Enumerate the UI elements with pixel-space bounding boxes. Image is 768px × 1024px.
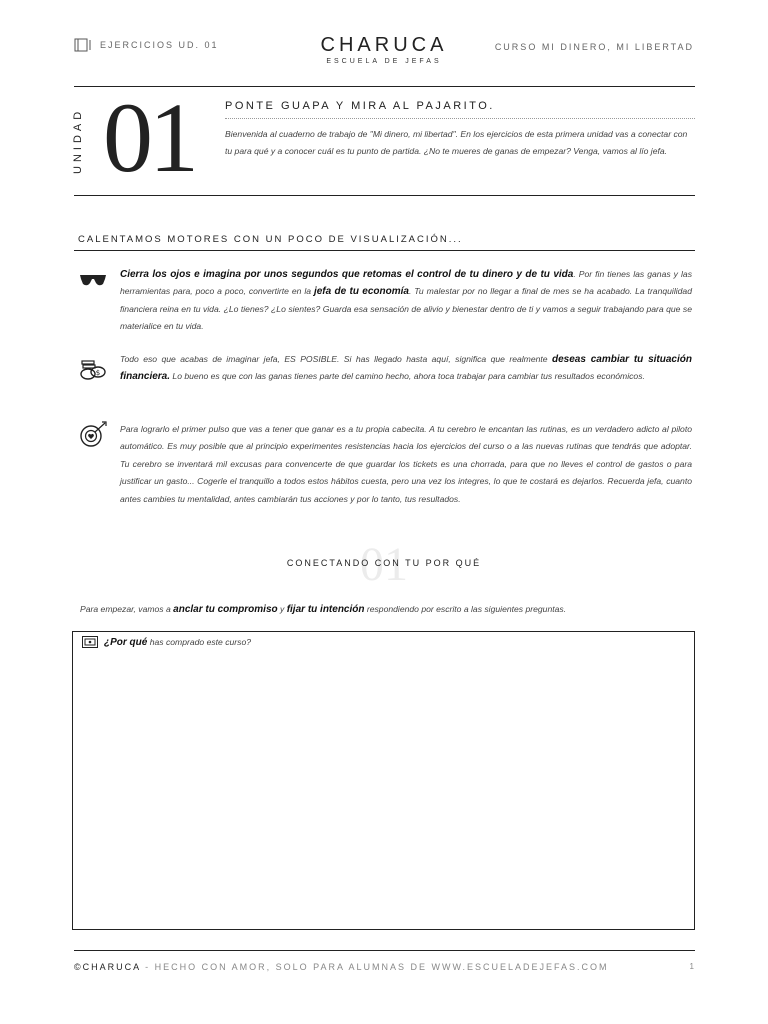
- sunglasses-icon: [78, 266, 108, 296]
- footer-text: [74, 962, 609, 972]
- paragraph-1-text-2: . Tu malestar por no llegar a final de mes se ha acabado. La tranquilidad financiera reina en tu vida. ¿Lo tienes? ¿Lo sientes? Guarda esa sensación de alivio y bienestar dentro de ti y vamos a seguir trabajando para que se materialice en tu vida.: [120, 286, 692, 332]
- unit-number: 01: [103, 82, 195, 193]
- unit-title: PONTE GUAPA Y MIRA AL PAJARITO.: [225, 100, 495, 112]
- unit-word: UNIDAD: [72, 107, 84, 175]
- unit-intro: Bienvenida al cuaderno de trabajo de "Mi dinero, mi libertad". En los ejercicios de esta primera unidad vas a conectar con tu para qué y a conocer cuál es tu punto de partida. ¿No te mueres de ganas de empezar? Venga, vamos al lío jefa.: [225, 129, 688, 156]
- prompt-bold-1: anclar tu compromiso: [173, 604, 278, 615]
- prompt-text-pre: Para empezar, vamos a: [80, 604, 174, 614]
- svg-text:$: $: [95, 369, 101, 377]
- footer-divider: [74, 950, 695, 951]
- answer-question-bold: ¿Por qué: [104, 636, 148, 648]
- paragraph-brain-routines: Para lograrlo el primer pulso que vas a tener que ganar es a tu propia cabecita. A tu cerebro le encantan las rutinas, es un verdadero adicto al piloto automático. Es muy posible que al principio experimentes resistencias hacia los ejercicios del curso o a las nuevas rutinas que tendrás que adoptar. Tu cerebro se inventará mil excusas para convencerte de que guardar los tickets es una chorrada, para que no lleves el control de gastos o para justificar un gasto... Cogerle el tranquillo a todos estos hábitos cuesta, pero una vez los integres, lo que te costará es dejarlos. Recuerda jefa, cuanto antes cambies tu mentalidad, antes cambiarán tus acciones y por lo tanto, tus resultados.: [120, 424, 692, 504]
- prompt-text-mid: y: [277, 604, 287, 614]
- paragraph-possible: [120, 351, 692, 386]
- brand-subtitle: ESCUELA DE JEFAS: [326, 58, 442, 65]
- header-right-label: CURSO MI DINERO, MI LIBERTAD: [494, 42, 694, 52]
- page-number: 1: [689, 962, 694, 971]
- section-title: CALENTAMOS MOTORES CON UN POCO DE VISUALIZACIÓN...: [78, 234, 463, 245]
- section-divider: [74, 250, 695, 251]
- subsection-background-number: 01: [360, 538, 408, 591]
- paragraph-2-bold-1: deseas cambiar tu situación financiera.: [120, 354, 692, 383]
- target-heart-icon: [78, 420, 108, 450]
- wallet-icon: [82, 636, 98, 648]
- footer-note: - HECHO CON AMOR, SOLO PARA ALUMNAS DE WWW.ESCUELADEJEFAS.COM: [140, 962, 609, 972]
- prompt-bold-2: fijar tu intención: [286, 604, 365, 615]
- paragraph-1-bold-2: jefa de tu economía: [313, 286, 409, 298]
- subsection-prompt: [80, 604, 566, 615]
- paragraph-2-text-2: Lo bueno es que con las ganas tienes parte del camino hecho, ahora toca trabajar para cambiar tus resultados económicos.: [170, 371, 645, 382]
- footer-brand: ©CHARUCA: [74, 962, 141, 972]
- coins-icon: [78, 354, 108, 384]
- paragraph-2-text-1: Todo eso que acabas de imaginar jefa, ES POSIBLE. Si has llegado hasta aquí, significa que realmente: [120, 354, 552, 364]
- paragraph-visualization: [120, 266, 692, 336]
- paragraph-1-text-1: . Por fin tienes las ganas y las herramientas para, poco a poco, convertirte en la: [120, 269, 692, 297]
- unit-title-divider: [225, 118, 695, 119]
- header-left-label: EJERCICIOS UD. 01: [100, 40, 219, 50]
- unit-divider: [74, 195, 695, 196]
- answer-question-text: has comprado este curso?: [147, 636, 252, 647]
- paragraph-1-bold-1: Cierra los ojos e imagina por unos segundos que retomas el control de tu dinero y de tu vida: [120, 269, 574, 280]
- subsection-title: CONECTANDO CON TU POR QUÉ: [286, 558, 482, 568]
- prompt-text-post: respondiendo por escrito a las siguientes preguntas.: [364, 604, 567, 614]
- subsection-header: [0, 540, 768, 590]
- brand-name: CHARUCA: [320, 34, 448, 56]
- answer-box[interactable]: [72, 631, 695, 930]
- answer-question: [82, 636, 251, 648]
